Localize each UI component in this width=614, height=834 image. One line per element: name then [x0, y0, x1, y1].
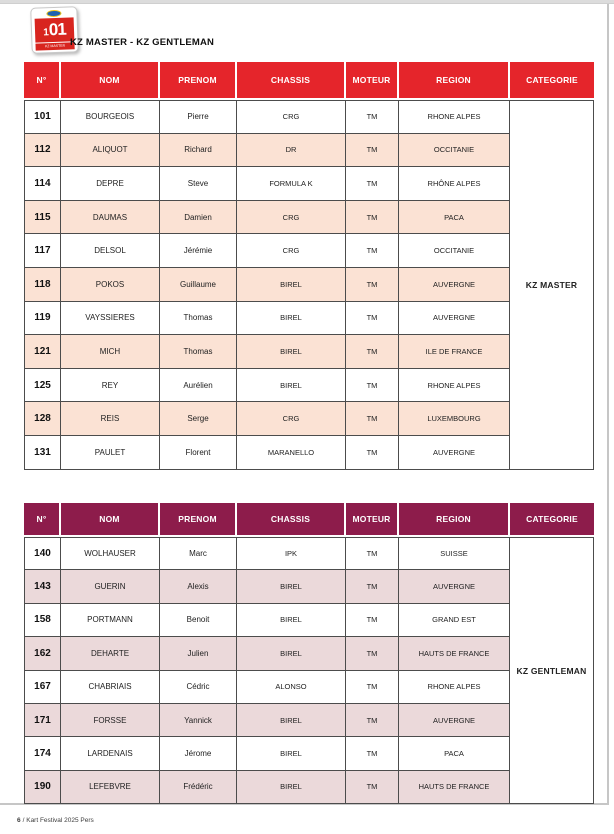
cell-region: HAUTS DE FRANCE — [399, 771, 510, 804]
cell-chassis: BIREL — [237, 737, 346, 770]
cell-chassis: BIREL — [237, 704, 346, 737]
cell-num: 140 — [24, 537, 61, 570]
cell-chassis: DR — [237, 134, 346, 168]
cell-region: RHONE ALPES — [399, 369, 510, 403]
entry-row-140 — [24, 537, 594, 570]
cell-region: OCCITANIE — [399, 134, 510, 168]
cell-prenom: Damien — [160, 201, 237, 235]
cell-num: 128 — [24, 402, 61, 436]
cell-nom: POKOS — [61, 268, 160, 302]
cell-region: GRAND EST — [399, 604, 510, 637]
entry-row-128 — [24, 402, 594, 436]
cell-region: RHONE ALPES — [399, 671, 510, 704]
cell-moteur: TM — [346, 436, 399, 470]
cell-prenom: Florent — [160, 436, 237, 470]
cell-nom: MICH — [61, 335, 160, 369]
cell-nom: DELSOL — [61, 234, 160, 268]
cell-chassis: BIREL — [237, 604, 346, 637]
cell-moteur: TM — [346, 167, 399, 201]
ffsa-oval-icon — [46, 10, 61, 18]
cell-nom: DEHARTE — [61, 637, 160, 670]
cell-region: AUVERGNE — [399, 570, 510, 603]
cell-num: 190 — [24, 771, 61, 804]
cell-num: 167 — [24, 671, 61, 704]
cell-nom: BOURGEOIS — [61, 100, 160, 134]
cell-moteur: TM — [346, 604, 399, 637]
column-header-nom: NOM — [61, 62, 160, 100]
cell-nom: PORTMANN — [61, 604, 160, 637]
cell-region: AUVERGNE — [399, 268, 510, 302]
cell-prenom: Serge — [160, 402, 237, 436]
plate-number-main: 01 — [48, 19, 67, 40]
cell-prenom: Julien — [160, 637, 237, 670]
cell-prenom: Jérémie — [160, 234, 237, 268]
cell-num: 117 — [24, 234, 61, 268]
cell-num: 115 — [24, 201, 61, 235]
column-header-region: REGION — [399, 62, 510, 100]
cell-prenom: Thomas — [160, 302, 237, 336]
cell-nom: VAYSSIERES — [61, 302, 160, 336]
cell-region: PACA — [399, 201, 510, 235]
cell-region: AUVERGNE — [399, 436, 510, 470]
cell-chassis: BIREL — [237, 268, 346, 302]
cell-nom: DEPRE — [61, 167, 160, 201]
cell-moteur: TM — [346, 771, 399, 804]
cell-nom: GUERIN — [61, 570, 160, 603]
cell-prenom: Richard — [160, 134, 237, 168]
cell-prenom: Pierre — [160, 100, 237, 134]
column-header-chassis: CHASSIS — [237, 503, 346, 537]
page-title: KZ MASTER - KZ GENTLEMAN — [70, 37, 215, 48]
cell-prenom: Cédric — [160, 671, 237, 704]
cell-moteur: TM — [346, 134, 399, 168]
cell-num: 162 — [24, 637, 61, 670]
cell-region: AUVERGNE — [399, 302, 510, 336]
cell-prenom: Alexis — [160, 570, 237, 603]
cell-chassis: MARANELLO — [237, 436, 346, 470]
cell-num: 119 — [24, 302, 61, 336]
cell-chassis: IPK — [237, 537, 346, 570]
cell-moteur: TM — [346, 234, 399, 268]
cell-chassis: CRG — [237, 402, 346, 436]
entry-row-115 — [24, 201, 594, 235]
cell-num: 112 — [24, 134, 61, 168]
cell-num: 158 — [24, 604, 61, 637]
cell-moteur: TM — [346, 302, 399, 336]
cell-chassis: BIREL — [237, 637, 346, 670]
entry-row-171 — [24, 704, 594, 737]
cell-num: 174 — [24, 737, 61, 770]
column-header-num: N° — [24, 503, 61, 537]
entry-row-121 — [24, 335, 594, 369]
entry-row-119 — [24, 302, 594, 336]
cell-chassis: BIREL — [237, 335, 346, 369]
cell-moteur: TM — [346, 671, 399, 704]
cell-region: SUISSE — [399, 537, 510, 570]
entry-row-112 — [24, 134, 594, 168]
column-header-categorie: CATEGORIE — [510, 62, 594, 100]
plate-caption: KZ MASTER — [35, 42, 74, 51]
cell-chassis: BIREL — [237, 302, 346, 336]
column-header-region: REGION — [399, 503, 510, 537]
cell-moteur: TM — [346, 737, 399, 770]
cell-prenom: Jérome — [160, 737, 237, 770]
column-header-moteur: MOTEUR — [346, 62, 399, 100]
cell-region: LUXEMBOURG — [399, 402, 510, 436]
entry-row-101 — [24, 100, 594, 134]
cell-num: 121 — [24, 335, 61, 369]
entry-row-143 — [24, 570, 594, 603]
cell-chassis: CRG — [237, 100, 346, 134]
cell-region: AUVERGNE — [399, 704, 510, 737]
column-header-nom: NOM — [61, 503, 160, 537]
column-header-categorie: CATEGORIE — [510, 503, 594, 537]
cell-chassis: ALONSO — [237, 671, 346, 704]
cell-nom: ALIQUOT — [61, 134, 160, 168]
cell-prenom: Thomas — [160, 335, 237, 369]
page-top-edge — [0, 0, 614, 4]
cell-moteur: TM — [346, 201, 399, 235]
entry-row-118 — [24, 268, 594, 302]
cell-nom: REY — [61, 369, 160, 403]
cell-nom: WOLHAUSER — [61, 537, 160, 570]
entry-row-125 — [24, 369, 594, 403]
entry-row-117 — [24, 234, 594, 268]
table-header-row — [24, 62, 594, 100]
entry-row-158 — [24, 604, 594, 637]
cell-region: PACA — [399, 737, 510, 770]
entry-row-167 — [24, 671, 594, 704]
category-cell-kz-master: KZ MASTER — [510, 100, 594, 470]
column-header-num: N° — [24, 62, 61, 100]
cell-chassis: FORMULA K — [237, 167, 346, 201]
cell-chassis: BIREL — [237, 771, 346, 804]
cell-prenom: Yannick — [160, 704, 237, 737]
table-header-row — [24, 503, 594, 537]
cell-nom: FORSSE — [61, 704, 160, 737]
cell-num: 118 — [24, 268, 61, 302]
cell-chassis: BIREL — [237, 369, 346, 403]
cell-region: RHONE ALPES — [399, 100, 510, 134]
cell-moteur: TM — [346, 402, 399, 436]
cell-prenom: Guillaume — [160, 268, 237, 302]
cell-num: 101 — [24, 100, 61, 134]
cell-moteur: TM — [346, 637, 399, 670]
cell-nom: LARDENAIS — [61, 737, 160, 770]
cell-moteur: TM — [346, 537, 399, 570]
cell-prenom: Marc — [160, 537, 237, 570]
column-header-moteur: MOTEUR — [346, 503, 399, 537]
table-kz-gentleman — [24, 503, 594, 804]
cell-region: RHÔNE ALPES — [399, 167, 510, 201]
cell-num: 125 — [24, 369, 61, 403]
cell-num: 114 — [24, 167, 61, 201]
cell-num: 131 — [24, 436, 61, 470]
cell-chassis: CRG — [237, 234, 346, 268]
footer-text: / Kart Festival 2025 Pers — [22, 817, 94, 824]
cell-moteur: TM — [346, 570, 399, 603]
cell-prenom: Steve — [160, 167, 237, 201]
cell-prenom: Benoit — [160, 604, 237, 637]
cell-moteur: TM — [346, 335, 399, 369]
cell-region: HAUTS DE FRANCE — [399, 637, 510, 670]
cell-moteur: TM — [346, 100, 399, 134]
cell-num: 143 — [24, 570, 61, 603]
cell-prenom: Frédéric — [160, 771, 237, 804]
cell-nom: DAUMAS — [61, 201, 160, 235]
plate-number-prefix: 1 — [43, 27, 49, 39]
table-kz-master — [24, 62, 594, 470]
cell-region: ILE DE FRANCE — [399, 335, 510, 369]
cell-moteur: TM — [346, 704, 399, 737]
entry-row-174 — [24, 737, 594, 770]
cell-moteur: TM — [346, 369, 399, 403]
cell-nom: LEFEBVRE — [61, 771, 160, 804]
page-footer — [17, 817, 94, 824]
entry-row-114 — [24, 167, 594, 201]
cell-nom: CHABRIAIS — [61, 671, 160, 704]
footer-page-number: 6 — [17, 817, 21, 824]
cell-prenom: Aurélien — [160, 369, 237, 403]
cell-region: OCCITANIE — [399, 234, 510, 268]
cell-chassis: BIREL — [237, 570, 346, 603]
plate-number — [35, 17, 75, 42]
entry-row-190 — [24, 771, 594, 804]
cell-num: 171 — [24, 704, 61, 737]
column-header-chassis: CHASSIS — [237, 62, 346, 100]
column-header-prenom: PRENOM — [160, 503, 237, 537]
cell-nom: PAULET — [61, 436, 160, 470]
entry-row-162 — [24, 637, 594, 670]
cell-nom: REIS — [61, 402, 160, 436]
cell-moteur: TM — [346, 268, 399, 302]
entry-row-131 — [24, 436, 594, 470]
column-header-prenom: PRENOM — [160, 62, 237, 100]
cell-chassis: CRG — [237, 201, 346, 235]
category-cell-kz-gentleman: KZ GENTLEMAN — [510, 537, 594, 804]
